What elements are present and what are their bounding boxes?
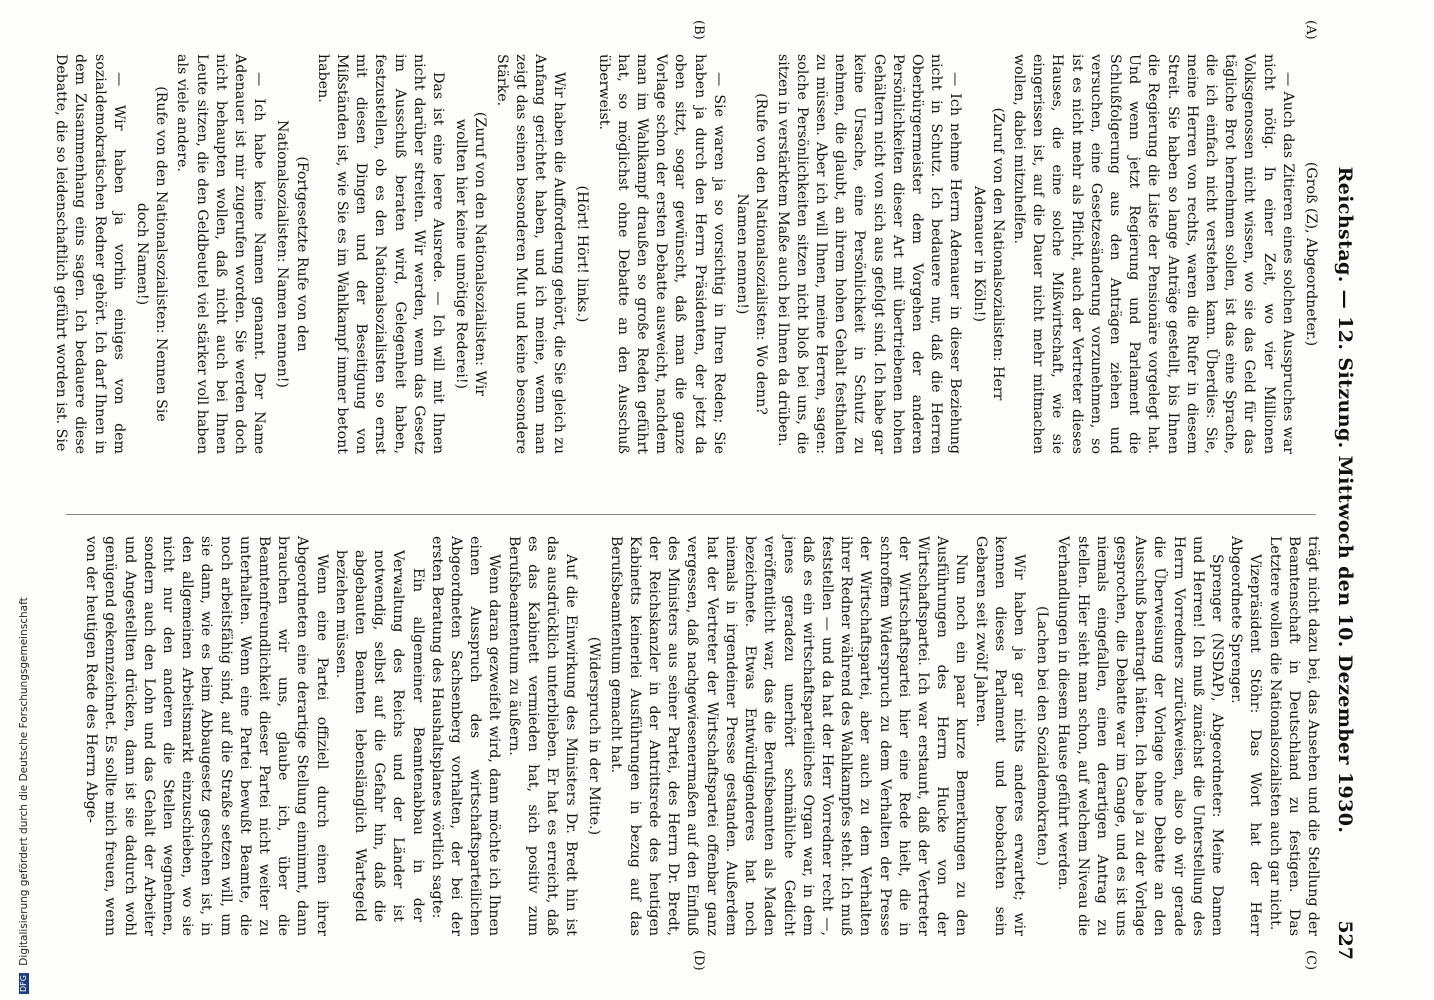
dfg-logo: DFG	[19, 975, 28, 992]
right-column	[81, 536, 1322, 936]
margin-mark-c: (C)	[1303, 950, 1318, 971]
left-column	[51, 54, 1322, 454]
speaker-intro: Sprenger (NSDAP), Abgeordneter: Meine Damen und Herren! Ich muß zunächst die Unterstellung des Herrn Vorredners zurückweisen, also ob wir gerade die Überweisung der Vorlage ohne Debatte an den Ausschuß beantragt hätten. Ich habe ja zu der Vorlage gesprochen, die Debatte war im Gange, und es ist uns niemals eingefallen, einen derartigen Antrag zu stellen. Hier sieht man schon, auf welchem Niveau die Verhandlungen in diesem Hause geführt werden.	[1055, 536, 1225, 936]
interjection: (Zuruf von den Nationalsozialisten: Wir wollten hier keine unnötige Rederei!)	[453, 111, 489, 397]
paragraph: — Auch das Zitieren eines solchen Ausspruches war nicht nötig. In einer Zeit, wo vier Millionen Volksgenossen nicht wissen, wo sie das Geld für das tägliche Brot hernehmen sollen, ist das eine Sprache, die ich einfach nicht verstehen kann. Überdies: Sie, meine Herren von rechts, waren die Rufer in diesem Streit. Sie haben so lange Anträge gestellt, bis Ihnen die Regierung die Liste der Pensionäre vorgelegt hat. Und wenn jetzt Regierung und Parlament die Schlußfolgerung aus den Anträgen ziehen und versuchen, eine Gesetzesänderung vorzunehmen, so ist es nicht mehr als Pflicht, auch der Vertreter dieses Hauses, die eine solche Mißwirtschaft, wie sie eingerissen ist, auf die Dauer nicht mehr mitmachen wollen, dabei mitzuhelfen.	[1010, 54, 1296, 454]
paragraph: Das ist eine leere Ausrede. — Ich will mit Ihnen nicht darüber streiten. Wir werden, wenn das Gesetz im Ausschuß beraten wird, Gelegenheit haben, festzustellen, ob es den Nationalsozialisten so ernst mit diesen Dingen und der Beseitigung von Mißständen ist, wie Sie es im Wahlkampf immer betont haben.	[314, 54, 447, 454]
paragraph: Nun noch ein paar kurze Bemerkungen zu den Ausführungen des Herrn Hucke von der Wirtschaftspartei. Ich war erstaunt, daß der Vertreter der Wirtschaftspartei hier eine Rede hielt, die in schroffem Widerspruch zu dem Verhalten der Presse der Wirtschaftspartei, aber auch zu dem Verhalten ihrer Redner während des Wahlkampfes steht. Ich muß feststellen — und da hat der Herr Vorredner recht —, daß es ein wirtschaftsparteiliches Organ war, in dem jenes geradezu unerhört schmähliche Gedicht veröffentlicht war, das die Berufsbeamten als Maden bezeichnete. Etwas Entwürdigenderes hat noch niemals in irgendeiner Presse gestanden. Außerdem hat der Vertreter der Wirtschaftspartei offenbar ganz vergessen, daß nachgewiesenermaßen auf den Einfluß des Ministers aus seiner Partei, des Herrn Dr. Bredt, der Reichskanzler in der Antrittsrede des heutigen Kabinetts keinerlei Ausführungen in bezug auf das Berufsbeamtentum gemacht hat.	[607, 536, 970, 936]
paragraph: Wir haben ja gar nichts anderes erwartet; wir kennen dieses Parlament und beobachten sein Gebaren seit zwölf Jahren.	[972, 536, 1027, 936]
paragraph: Wenn eine Partei offiziell durch einen ihrer Abgeordneten eine derartige Stellung einnimmt, dann brauchen wir uns, glaube ich, über die Beamtenfreundlichkeit dieser Partei nicht weiter zu unterhalten. Wenn eine Partei bewußt Beamte, die noch arbeitsfähig sind, auf die Straße setzen will, um sie dann, wie es beim Abbaugesetz geschehen ist, in den allgemeinen Arbeitsmarkt einzuschieben, wo sie nicht nur den anderen die Stellen wegnehmen, sondern auch den Lohn und das Gehalt der Arbeiter und Angestellten drücken, dann ist sie dadurch wohl genügend gekennzeichnet. Es sollte mich freuen, wenn von der heutigen Rede des Herrn Abge-	[83, 536, 330, 936]
margin-mark-d: (D)	[691, 950, 706, 971]
interjection: (Hört! Hört! links.)	[574, 185, 591, 323]
paragraph: Auf die Einwirkung des Ministers Dr. Bredt hin ist das ausdrücklich unterblieben. Er hat es erreicht, daß es das Kabinett vermieden hat, sich positiv zum Berufsbeamtentum zu äußern.	[505, 536, 580, 936]
quotation: Ein allgemeiner Beamtenabbau in der Verwaltung des Reichs und der Länder ist notwendig, selbst auf die Gefahr hin, daß die abgebauten Beamten lebenslänglich Wartegeld beziehen müssen.	[332, 550, 426, 922]
paragraph: trägt nicht dazu bei, das Ansehen und die Stellung der Beamtenschaft in Deutschland zu festigen. Das Letztere wollen die Nationalsozialisten auch gar nicht.	[1266, 536, 1321, 936]
paragraph: Wir haben die Aufforderung gehört, die Sie gleich zu Anfang gerichtet haben, und ich meine, wenn man zeigt das seinen besonderen Mut und keine besondere Stärke.	[493, 54, 568, 454]
page-title: Reichstag. — 12. Sitzung. Mittwoch den 10. Dezember 1930.	[1334, 166, 1356, 834]
paragraph: Wenn daran gezweifelt wird, dann möchte ich Ihnen einen Ausspruch des wirtschaftsparteilichen Abgeordneten Sachsenberg vorhalten, der bei der ersten Beratung des Haushaltsplanes wörtlich sagte:	[428, 536, 503, 936]
column-divider	[66, 514, 1316, 515]
footer-strip	[0, 0, 30, 1000]
interjection: (Widerspruch in der Mitte.)	[586, 636, 603, 836]
paragraph: — Ich nehme Herrn Adenauer in dieser Beziehung nicht in Schutz. Ich bedauere nur, daß die Herren Oberbürgermeister dem Vorgehen der anderen Persönlichkeiten dieser Art mit übertriebenen hohen Gehältern nicht von sich aus gefolgt sind. Ich habe gar keine Ursache, eine Persönlichkeit in Schutz zu nehmen, die glaubt, an ihrem hohen Gehalt festhalten zu müssen. Aber ich will Ihnen, meine Herren, sagen: solche Persönlichkeiten sitzen nicht bloß bei uns, die sitzen in verstärktem Maße auch bei Ihnen da drüben.	[774, 54, 964, 454]
speaker-line: (Groß (Z), Abgeordneter.)	[1303, 161, 1319, 347]
margin-mark-b: (B)	[691, 20, 706, 40]
paragraph: — Ich habe keine Namen genannt. Der Name Adenauer ist mir zugerufen worden. Sie werden doch nicht behaupten wollen, daß nicht auch bei Ihnen Leute sitzen, die den Geldbeutel viel stärker voll haben als viele andere.	[174, 54, 268, 454]
interjection: (Zuruf von den Nationalsozialisten: Herr Adenauer in Köln!)	[970, 107, 1006, 401]
interjection: (Rufe von den Nationalsozialisten: Wo denn? Namen nennen!)	[734, 93, 770, 415]
page-header	[1324, 0, 1364, 1000]
interjection: (Fortgesetzte Rufe von den Nationalsozialisten: Namen nennen!)	[274, 120, 310, 388]
interjection: (Lachen bei den Sozialdemokraten.)	[1034, 605, 1051, 867]
page-number: 527	[1334, 920, 1356, 960]
chair-announcement: Vizepräsident Stöhr: Das Wort hat der Herr Abgeordnete Sprenger.	[1228, 536, 1264, 936]
digitization-credit: Digitalisierung gefördert durch die Deutsche Forschungsgemeinschaft	[18, 597, 30, 966]
interjection: (Rufe von den Nationalsozialisten: Nennen Sie doch Namen!)	[134, 86, 170, 422]
paragraph: — Wir haben ja vorhin einiges von dem sozialdemokratischen Redner gehört. Ich darf Ihnen in dem Zusammenhang eins sagen. Ich bedauere diese Debatte, die so leidenschaftlich geführt worden ist. Sie	[53, 54, 127, 454]
paragraph: — Sie waren ja so vorsichtig in Ihren Reden; Sie haben ja durch den Herrn Präsidenten, der jetzt da oben sitzt, sogar gewünscht, daß man die ganze Vorlage schon der ersten Debatte ausweicht, nachdem man im Wahlkampf draußen so große Reden geführt hat, so möglichst ohne Debatte an den Ausschuß überweist.	[595, 54, 727, 454]
margin-mark-a: (A)	[1303, 20, 1318, 40]
